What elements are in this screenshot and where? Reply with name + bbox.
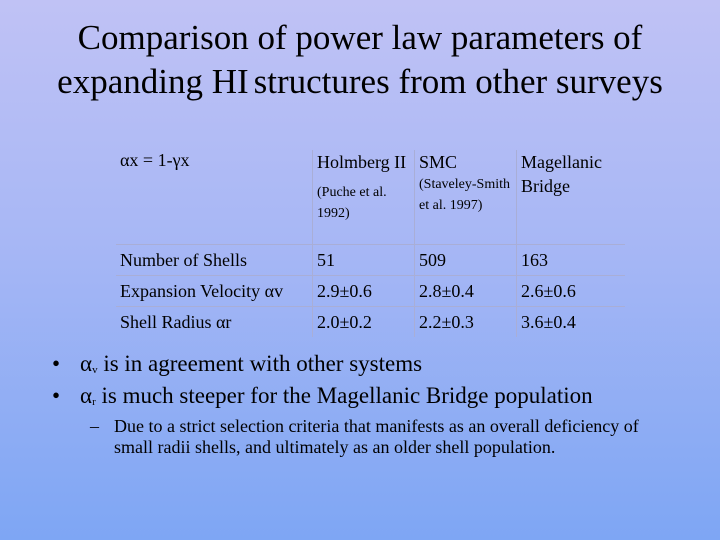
row-holmberg-value: 2.0±0.2	[313, 307, 415, 338]
sub-bullet-item	[90, 416, 650, 458]
header-holmberg-citation: (Puche et al. 1992)	[317, 185, 387, 221]
bullet-subscript: r	[92, 396, 96, 408]
row-smc-value: 509	[415, 245, 517, 276]
header-label: αx = 1-γx	[120, 150, 190, 170]
row-bridge-value: 3.6±0.4	[521, 312, 576, 332]
bullet-symbol: α	[80, 383, 93, 408]
header-holmberg-name: Holmberg II	[317, 152, 407, 172]
row-smc-value: 2.8±0.4	[415, 276, 517, 307]
bullet-symbol: α	[80, 351, 93, 376]
sub-bullet-text: Due to a strict selection criteria that manifests as an overall deficiency of small radii shells, and ultimately as an older shell population.	[114, 416, 639, 457]
table-header-row	[116, 150, 625, 245]
table-row	[116, 307, 625, 338]
row-bridge-value: 163	[517, 245, 626, 276]
row-holmberg-value: 51	[313, 245, 415, 276]
row-holmberg-value: 2.9±0.6	[313, 276, 415, 307]
sub-bullet-dash: –	[90, 416, 99, 436]
row-smc-value: 2.2±0.3	[415, 307, 517, 338]
slide-title	[40, 16, 680, 104]
bullet-dot: •	[52, 351, 61, 376]
title-hi: HI	[211, 62, 249, 101]
header-smc-cell	[415, 150, 517, 245]
header-smc-citation: (Staveley-Smith et al. 1997)	[419, 177, 510, 213]
bullet-item	[52, 380, 692, 412]
title-part2: structures from other surveys	[253, 62, 663, 101]
row-label: Shell Radius αr	[116, 307, 313, 338]
bullet-text: is much steeper for the Magellanic Bridge population	[95, 383, 593, 408]
bullet-text-container	[80, 348, 422, 380]
header-label-cell	[116, 150, 313, 245]
title-part1: Comparison of power law parameters of expanding	[57, 18, 643, 101]
bullet-subscript: v	[92, 364, 98, 376]
bullet-item	[52, 348, 692, 380]
header-bridge-cell	[517, 150, 626, 245]
row-label: Number of Shells	[116, 245, 313, 276]
header-holmberg-cell	[313, 150, 415, 245]
header-bridge-name: Magellanic Bridge	[521, 152, 602, 196]
row-bridge-value: 2.6±0.6	[517, 276, 626, 307]
header-smc-name: SMC	[419, 152, 458, 172]
bullet-text: is in agreement with other systems	[97, 351, 423, 376]
bullet-text-container	[80, 380, 593, 412]
table-row	[116, 245, 625, 276]
table-row	[116, 276, 625, 307]
comparison-table	[116, 150, 625, 337]
row-label: Expansion Velocity αv	[116, 276, 313, 307]
bullet-list	[52, 348, 692, 412]
bullet-dot: •	[52, 383, 61, 408]
